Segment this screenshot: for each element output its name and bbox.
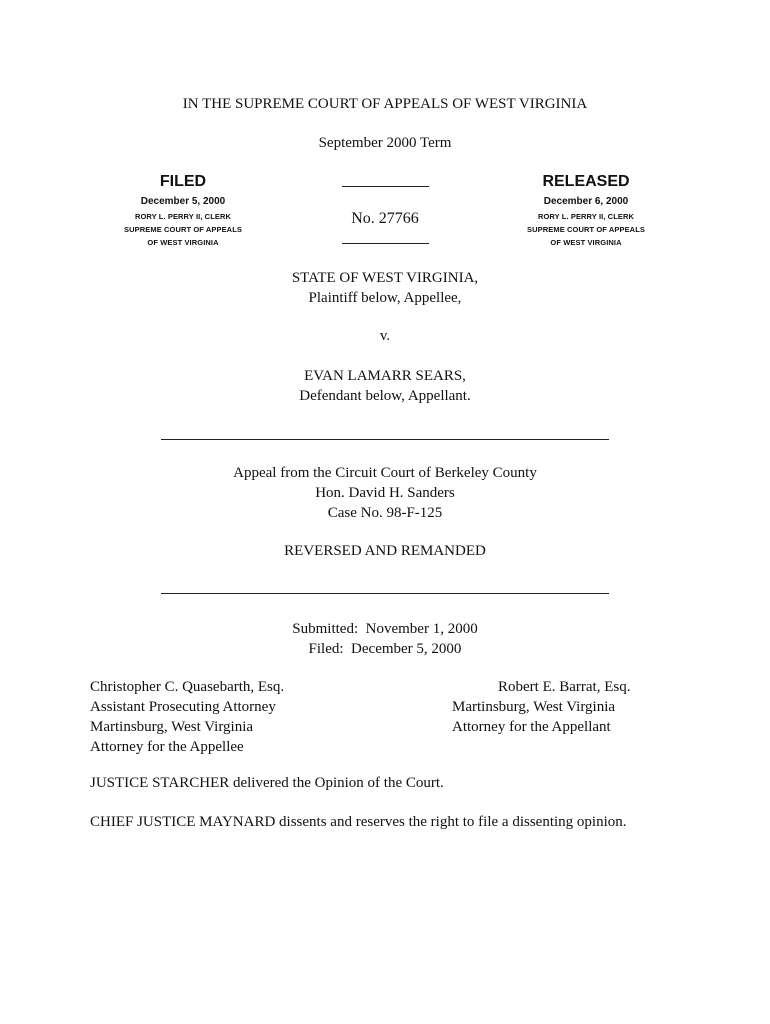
appellee-role: Plaintiff below, Appellee, (308, 290, 462, 306)
opinion-statement: JUSTICE STARCHER delivered the Opinion of the Court. (90, 775, 444, 791)
appellant-role: Defendant below, Appellant. (299, 388, 471, 404)
filed-clerk: RORY L. PERRY II, CLERK (134, 212, 232, 221)
counsel-appellee-title: Assistant Prosecuting Attorney (90, 699, 276, 715)
appellant-name: EVAN LAMARR SEARS, (304, 368, 466, 384)
term: September 2000 Term (318, 135, 452, 151)
court-title: IN THE SUPREME COURT OF APPEALS OF WEST VIRGINIA (182, 96, 588, 112)
dates-block (0, 619, 770, 659)
counsel-appellee (90, 677, 410, 757)
counsel-appellant-role: Attorney for the Appellant (452, 719, 611, 735)
separator-rule-1 (161, 439, 609, 440)
filed-court-line1: SUPREME COURT OF APPEALS (124, 225, 242, 234)
parties-appellant (0, 366, 770, 406)
docket-rule-bottom (342, 243, 429, 244)
released-clerk: RORY L. PERRY II, CLERK (537, 212, 635, 221)
released-heading: RELEASED (542, 173, 630, 190)
counsel-appellee-role: Attorney for the Appellee (90, 739, 244, 755)
counsel-appellee-location: Martinsburg, West Virginia (90, 719, 254, 735)
filed-date-line: Filed: December 5, 2000 (308, 641, 462, 657)
appeal-case-no: Case No. 98-F-125 (327, 505, 443, 521)
appeal-from: Appeal from the Circuit Court of Berkeley County (233, 465, 537, 481)
appeal-info (0, 463, 770, 523)
dissent-statement: CHIEF JUSTICE MAYNARD dissents and reserves the right to file a dissenting opinion. (90, 814, 627, 830)
docket-rule-top (342, 186, 429, 187)
counsel-appellant-location: Martinsburg, West Virginia (452, 699, 616, 715)
appeal-judge: Hon. David H. Sanders (315, 485, 455, 501)
filed-heading: FILED (159, 173, 207, 190)
filed-stamp (90, 172, 276, 249)
released-stamp (493, 172, 679, 249)
filed-court-line2: OF WEST VIRGINIA (147, 238, 219, 247)
counsel-appellant-name: Robert E. Barrat, Esq. (498, 679, 631, 695)
versus: v. (379, 328, 391, 344)
released-date: December 6, 2000 (543, 196, 629, 207)
released-court-line2: OF WEST VIRGINIA (550, 238, 622, 247)
counsel-appellant (452, 677, 692, 737)
released-court-line1: SUPREME COURT OF APPEALS (527, 225, 645, 234)
counsel-appellee-name: Christopher C. Quasebarth, Esq. (90, 679, 285, 695)
disposition: REVERSED AND REMANDED (284, 543, 486, 559)
filed-date: December 5, 2000 (140, 196, 226, 207)
separator-rule-2 (161, 593, 609, 594)
appellee-name: STATE OF WEST VIRGINIA, (291, 270, 479, 286)
parties-appellee (0, 268, 770, 308)
docket-number: No. 27766 (351, 210, 419, 227)
submitted-date: Submitted: November 1, 2000 (292, 621, 478, 637)
